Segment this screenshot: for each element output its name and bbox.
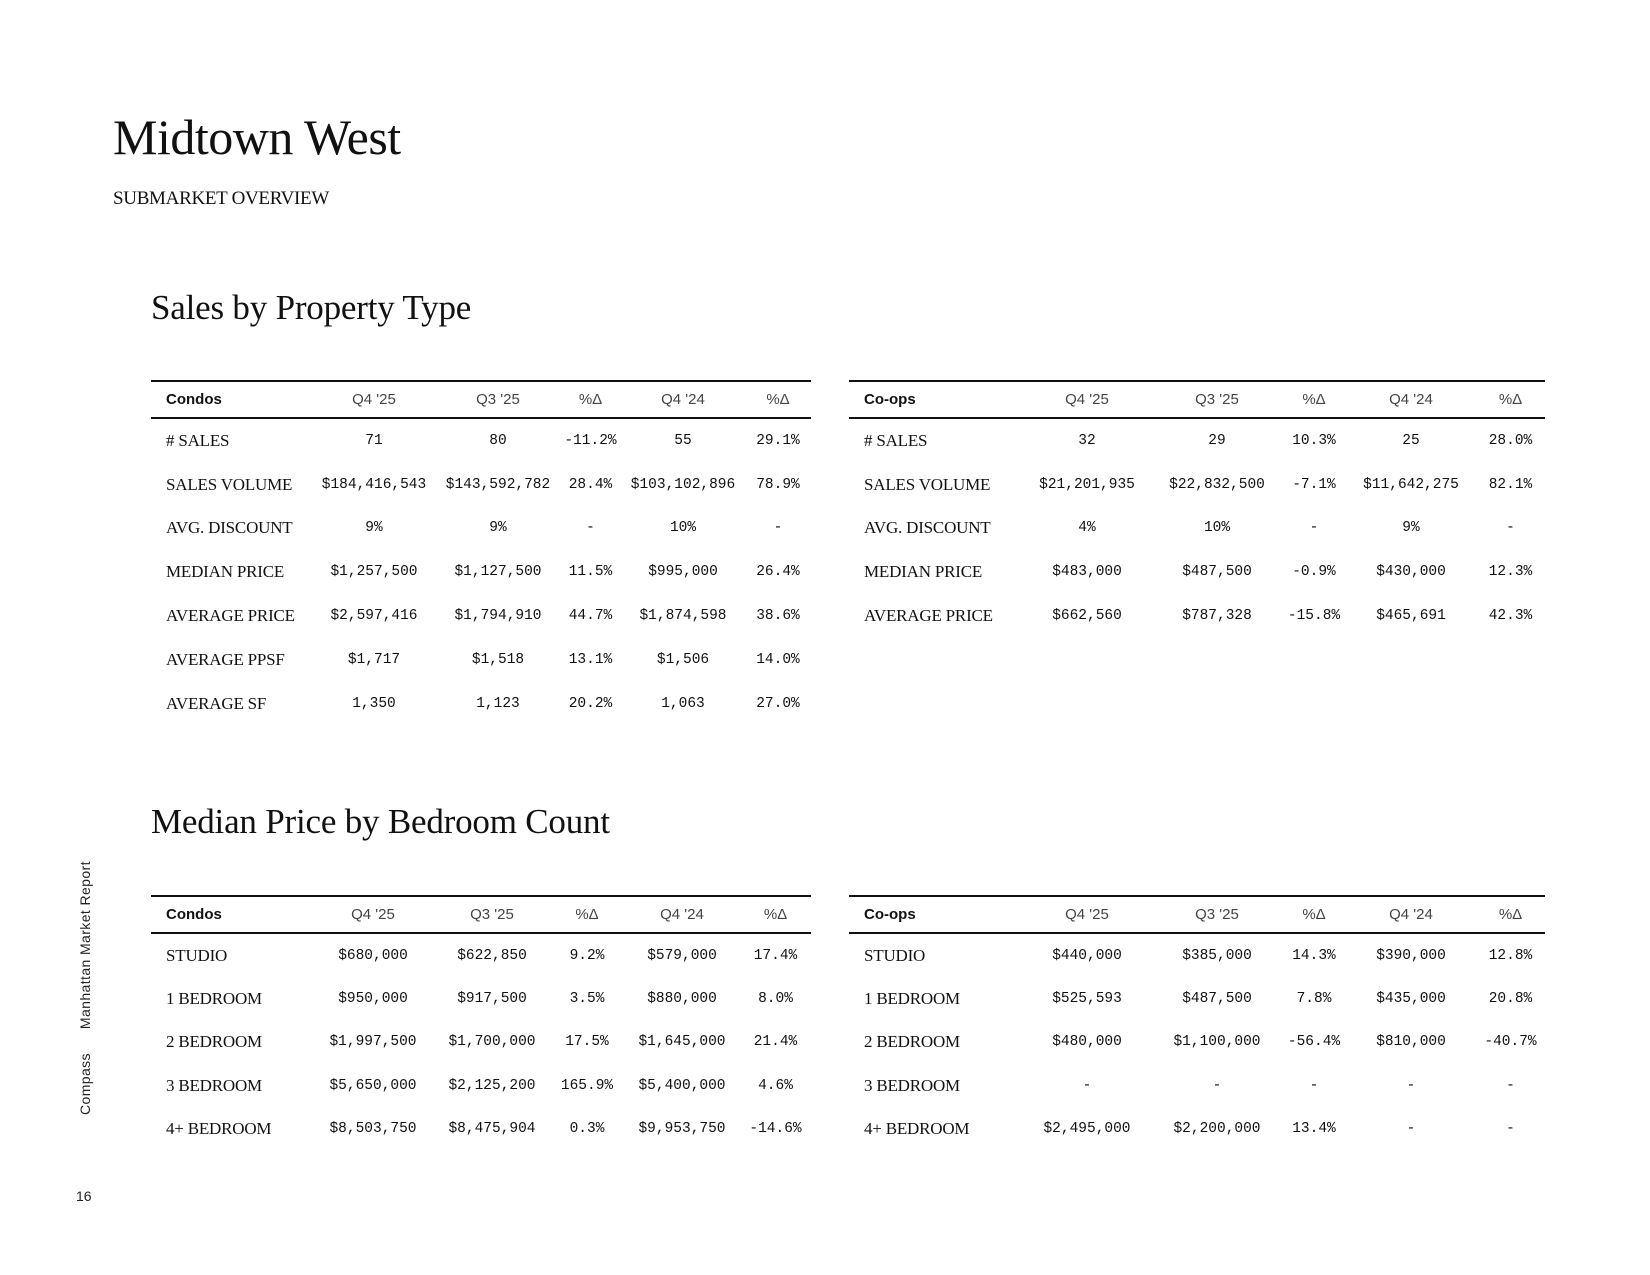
table-header-row [151, 896, 811, 933]
table-cell: 55 [674, 432, 692, 449]
table-cell: $9,953,750 [638, 1121, 726, 1138]
column-header: Q4 '25 [1022, 381, 1152, 418]
table-cell: $390,000 [1376, 947, 1446, 964]
table-cell: $1,645,000 [638, 1034, 726, 1051]
table-cell: -7.1% [1292, 476, 1336, 493]
table-row [849, 463, 1545, 507]
row-label: AVERAGE SF [166, 693, 267, 713]
table-cell: 21.4% [753, 1034, 798, 1051]
row-label: 1 BEDROOM [166, 989, 262, 1009]
table-cell: 29.1% [756, 432, 800, 449]
table-header-row [849, 381, 1545, 418]
row-label: # SALES [166, 430, 230, 450]
table-row [151, 977, 811, 1020]
table-cell: $1,874,598 [639, 608, 727, 625]
coops-bedroom-table [849, 895, 1545, 1151]
table-cell: $680,000 [338, 947, 408, 964]
table-cell: $579,000 [647, 947, 717, 964]
table-row [151, 550, 811, 594]
table-cell: $184,416,543 [321, 476, 427, 493]
table-cell: -14.6% [749, 1121, 802, 1138]
table-cell: $1,997,500 [329, 1034, 417, 1051]
table-row [151, 507, 811, 551]
column-header: %Δ [1282, 896, 1346, 933]
table-row [151, 594, 811, 638]
table-header-row [151, 381, 811, 418]
table-cell: 82.1% [1488, 476, 1533, 493]
table-row [849, 977, 1545, 1020]
row-label: MEDIAN PRICE [166, 562, 285, 582]
table-cell: 28.4% [568, 476, 613, 493]
table-row [151, 933, 811, 977]
row-label: 1 BEDROOM [864, 989, 960, 1009]
row-label: AVG. DISCOUNT [864, 518, 991, 538]
table-cell: 27.0% [756, 695, 800, 712]
table-cell: 17.4% [753, 947, 798, 964]
condos-bedroom-table [151, 895, 811, 1151]
table-cell: $1,700,000 [448, 1034, 536, 1051]
table-cell: 10.3% [1292, 432, 1336, 449]
table-cell: 9% [489, 520, 507, 537]
section-title-sales: Sales by Property Type [151, 288, 472, 327]
column-header: Q4 '25 [1022, 896, 1152, 933]
column-header: Q3 '25 [436, 381, 560, 418]
column-header: Q3 '25 [1152, 381, 1282, 418]
table-row [849, 933, 1545, 977]
table-cell: 32 [1078, 432, 1096, 449]
table-row [849, 550, 1545, 594]
table-cell: $22,832,500 [1169, 476, 1265, 493]
table-cell: $1,127,500 [454, 564, 542, 581]
table-cell: $1,257,500 [330, 564, 418, 581]
table-cell: 14.3% [1292, 947, 1336, 964]
table-cell: -56.4% [1287, 1034, 1341, 1051]
table-cell: -0.9% [1292, 564, 1336, 581]
page-number: 16 [76, 1188, 92, 1204]
row-label: 3 BEDROOM [864, 1075, 960, 1095]
side-brand: Compass [77, 1053, 93, 1115]
table-cell: $465,691 [1376, 608, 1446, 625]
table-cell: $103,102,896 [630, 476, 736, 493]
table-cell: 12.3% [1488, 564, 1533, 581]
table-cell: - [1212, 1077, 1222, 1094]
table-row [151, 463, 811, 507]
table-cell: 14.0% [756, 651, 800, 668]
row-label: 2 BEDROOM [166, 1032, 262, 1052]
table-cell: $917,500 [457, 991, 527, 1008]
row-label: STUDIO [864, 945, 926, 965]
table-cell: $2,597,416 [330, 608, 418, 625]
table-cell: 25 [1402, 432, 1420, 449]
table-row [849, 1108, 1545, 1151]
table-row [849, 418, 1545, 463]
row-label: 4+ BEDROOM [166, 1119, 272, 1139]
table-cell: 0.3% [569, 1121, 605, 1138]
table-cell: $2,125,200 [448, 1077, 536, 1094]
table-cell: 11.5% [568, 564, 613, 581]
table-cell: 10% [1203, 520, 1231, 537]
table-cell: - [1082, 1077, 1092, 1094]
table-type-header: Co-ops [849, 896, 1022, 933]
table-cell: 44.7% [568, 608, 613, 625]
row-label: AVG. DISCOUNT [166, 518, 293, 538]
condos-sales-table [151, 380, 811, 726]
column-header: Q3 '25 [434, 896, 550, 933]
row-label: MEDIAN PRICE [864, 562, 983, 582]
table-row [849, 594, 1545, 638]
table-cell: $950,000 [338, 991, 408, 1008]
table-cell: 9% [1402, 520, 1420, 537]
table-cell: 17.5% [565, 1034, 609, 1051]
row-label: SALES VOLUME [166, 474, 293, 494]
table-cell: 10% [669, 520, 697, 537]
column-header: %Δ [740, 896, 811, 933]
section-title-bedroom: Median Price by Bedroom Count [151, 802, 610, 841]
table-type-header: Condos [151, 896, 312, 933]
table-row [151, 638, 811, 682]
table-cell: 71 [365, 432, 383, 449]
column-header: %Δ [1476, 896, 1545, 933]
column-header: %Δ [560, 381, 621, 418]
table-cell: 42.3% [1488, 608, 1533, 625]
column-header: Q4 '25 [312, 381, 436, 418]
page-subtitle: SUBMARKET OVERVIEW [113, 188, 329, 209]
table-cell: 3.5% [569, 991, 605, 1008]
row-label: AVERAGE PRICE [864, 606, 993, 626]
table-cell: $8,475,904 [448, 1121, 536, 1138]
table-cell: $5,650,000 [329, 1077, 417, 1094]
table-cell: - [1406, 1121, 1416, 1138]
table-cell: -11.2% [564, 432, 617, 449]
table-cell: $1,717 [347, 651, 401, 668]
table-cell: $385,000 [1182, 947, 1252, 964]
side-report-title: Manhattan Market Report [77, 861, 93, 1030]
table-row [151, 418, 811, 463]
row-label: 3 BEDROOM [166, 1075, 262, 1095]
table-cell: 12.8% [1488, 947, 1533, 964]
table-cell: - [586, 520, 595, 537]
table-cell: 165.9% [560, 1077, 614, 1094]
table-cell: - [1506, 520, 1515, 537]
column-header: Q3 '25 [1152, 896, 1282, 933]
table-cell: $21,201,935 [1039, 476, 1135, 493]
table-cell: 1,063 [661, 695, 705, 712]
table-cell: 9.2% [569, 947, 605, 964]
column-header: %Δ [1476, 381, 1545, 418]
row-label: 4+ BEDROOM [864, 1119, 970, 1139]
table-cell: $440,000 [1052, 947, 1122, 964]
table-cell: 28.0% [1488, 432, 1533, 449]
page-title: Midtown West [113, 109, 401, 165]
table-cell: - [1506, 1121, 1515, 1138]
table-type-header: Condos [151, 381, 312, 418]
table-cell: -40.7% [1484, 1034, 1537, 1051]
table-cell: - [1309, 520, 1319, 537]
column-header: Q4 '24 [621, 381, 745, 418]
row-label: STUDIO [166, 945, 228, 965]
table-cell: $143,592,782 [445, 476, 551, 493]
table-cell: - [1309, 1077, 1319, 1094]
table-cell: $480,000 [1052, 1034, 1122, 1051]
table-cell: $11,642,275 [1363, 476, 1459, 493]
table-cell: $525,593 [1052, 991, 1122, 1008]
row-label: AVERAGE PRICE [166, 606, 295, 626]
table-cell: 4% [1078, 520, 1096, 537]
table-cell: $662,560 [1052, 608, 1122, 625]
table-row [151, 682, 811, 726]
table-cell: $435,000 [1376, 991, 1446, 1008]
column-header: Q4 '24 [1346, 381, 1476, 418]
table-cell: 78.9% [756, 476, 800, 493]
table-row [849, 1064, 1545, 1107]
table-cell: $1,100,000 [1173, 1034, 1261, 1051]
table-cell: 20.8% [1488, 991, 1533, 1008]
table-cell: 29 [1208, 432, 1226, 449]
table-row [849, 507, 1545, 551]
table-cell: $2,200,000 [1173, 1121, 1261, 1138]
table-cell: - [1406, 1077, 1416, 1094]
table-cell: $1,518 [471, 651, 525, 668]
table-cell: $1,794,910 [454, 608, 542, 625]
table-cell: 13.1% [568, 651, 613, 668]
table-cell: $810,000 [1376, 1034, 1446, 1051]
table-cell: -15.8% [1287, 608, 1341, 625]
table-cell: 80 [489, 432, 507, 449]
table-cell: $622,850 [457, 947, 527, 964]
column-header: %Δ [1282, 381, 1346, 418]
column-header: Q4 '25 [312, 896, 434, 933]
table-cell: 1,350 [352, 695, 396, 712]
table-cell: $483,000 [1052, 564, 1122, 581]
table-cell: $487,500 [1182, 564, 1252, 581]
table-row [151, 1064, 811, 1107]
row-label: SALES VOLUME [864, 474, 991, 494]
side-label [77, 861, 93, 1115]
table-cell: 7.8% [1296, 991, 1332, 1008]
table-cell: 4.6% [758, 1077, 793, 1094]
table-cell: 13.4% [1292, 1121, 1336, 1138]
table-cell: $430,000 [1376, 564, 1446, 581]
table-cell: 8.0% [758, 991, 793, 1008]
coops-sales-table [849, 380, 1545, 638]
table-cell: $8,503,750 [329, 1121, 417, 1138]
table-row [849, 1021, 1545, 1064]
table-cell: $487,500 [1182, 991, 1252, 1008]
row-label: 2 BEDROOM [864, 1032, 960, 1052]
table-row [151, 1021, 811, 1064]
table-cell: 1,123 [476, 695, 520, 712]
table-cell: 20.2% [568, 695, 613, 712]
table-cell: - [773, 520, 783, 537]
table-cell: 38.6% [756, 608, 800, 625]
table-cell: $1,506 [656, 651, 710, 668]
column-header: Q4 '24 [1346, 896, 1476, 933]
table-cell: $880,000 [647, 991, 717, 1008]
table-cell: 26.4% [756, 564, 800, 581]
column-header: %Δ [550, 896, 624, 933]
table-row [151, 1108, 811, 1151]
table-cell: 9% [365, 520, 383, 537]
table-cell: $995,000 [648, 564, 718, 581]
table-cell: - [1506, 1077, 1515, 1094]
row-label: AVERAGE PPSF [166, 649, 285, 669]
column-header: %Δ [745, 381, 811, 418]
table-type-header: Co-ops [849, 381, 1022, 418]
column-header: Q4 '24 [624, 896, 740, 933]
table-cell: $787,328 [1182, 608, 1252, 625]
table-cell: $5,400,000 [638, 1077, 726, 1094]
table-header-row [849, 896, 1545, 933]
table-cell: $2,495,000 [1043, 1121, 1131, 1138]
row-label: # SALES [864, 430, 928, 450]
